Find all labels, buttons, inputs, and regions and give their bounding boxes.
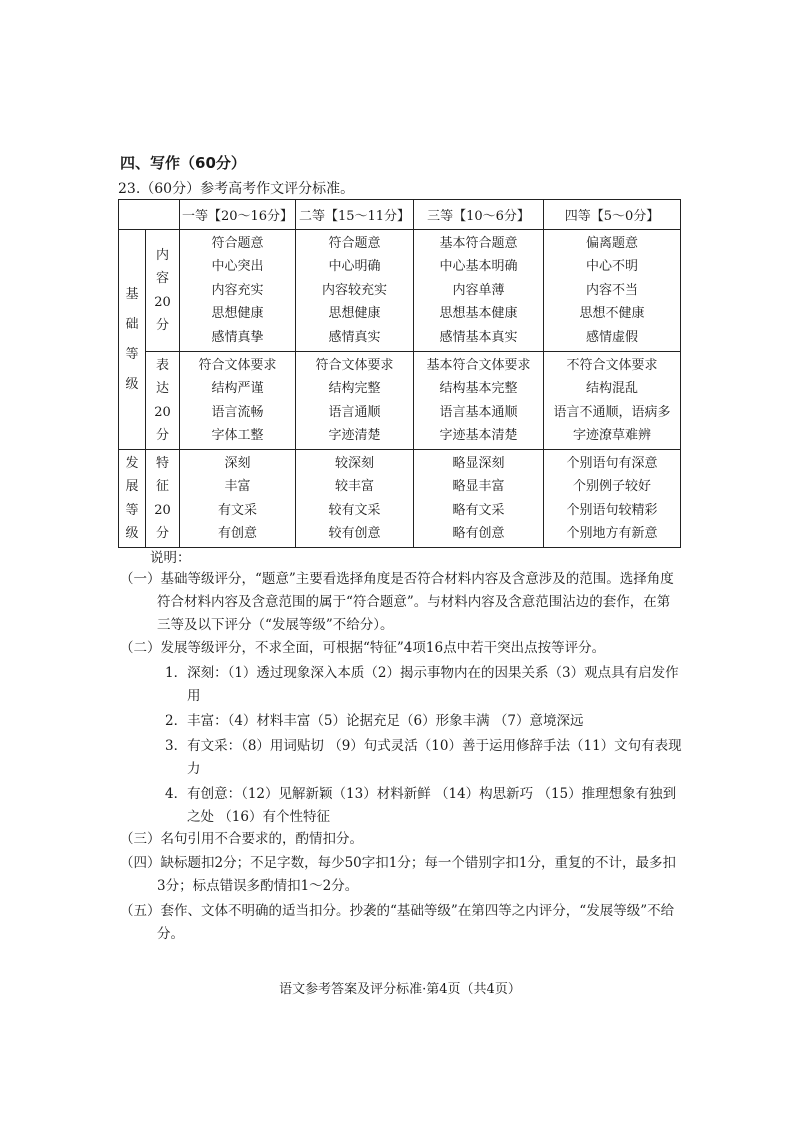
- expression-grade-2: 符合文体要求 结构完整 语言通顺 字迹清楚: [296, 352, 414, 450]
- feature-grade-4: 个别语句有深意 个别例子较好 个别语句较精彩 个别地方有新意: [544, 450, 681, 548]
- content-grade-4: 偏离题意 中心不明 内容不当 思想不健康 感情虚假: [544, 230, 681, 352]
- note-item-5: （五）套作、文体不明确的适当扣分。抄袭的“基础等级”在第四等之内评分，“发展等级”不给分。: [120, 903, 675, 942]
- content-grade-3: 基本符合题意 中心基本明确 内容单薄 思想基本健康 感情基本真实: [414, 230, 544, 352]
- note-item-2: （二）发展等级评分，不求全面，可根据“特征”4项16点中若干突出点按等评分。: [120, 640, 606, 656]
- page-footer: 语文参考答案及评分标准·第4页（共4页）: [279, 982, 521, 997]
- feature-label: 特 征 20 分: [146, 450, 180, 548]
- development-level-label: 发 展 等 级: [119, 450, 146, 548]
- note-sub-4: 4．有创意：（12）见解新颖（13）材料新鲜 （14）构思新巧 （15）推理想象有独到之处 （16）有个性特征: [165, 786, 677, 825]
- content-grade-2: 符合题意 中心明确 内容较充实 思想健康 感情真实: [296, 230, 414, 352]
- header-grade-1: 一等【20～16分】: [180, 200, 296, 230]
- expression-label: 表 达 20 分: [146, 352, 180, 450]
- table-row-content: [119, 230, 681, 352]
- expression-grade-3: 基本符合文体要求 结构基本完整 语言基本通顺 字迹基本清楚: [414, 352, 544, 450]
- feature-grade-2: 较深刻 较丰富 较有文采 较有创意: [296, 450, 414, 548]
- section-title: 四、写作（60分）: [120, 154, 246, 172]
- note-item-1: （一）基础等级评分，“题意”主要看选择角度是否符合材料内容及含意涉及的范围。选择角度符合材料内容及含意范围的属于“符合题意”。与材料内容及含意范围沾边的套作，在第三等及以下评分（“发展等级”不给分）。: [120, 571, 674, 633]
- header-grade-3: 三等【10～6分】: [414, 200, 544, 230]
- scoring-rubric-table: [118, 199, 681, 548]
- table-row-feature: [119, 450, 681, 548]
- note-sub-3: 3．有文采：（8）用词贴切 （9）句式灵活（10）善于运用修辞手法（11）文句有表现力: [165, 738, 682, 777]
- table-header-row: [119, 200, 681, 230]
- note-sub-1: 1．深刻：（1）透过现象深入本质（2）揭示事物内在的因果关系（3）观点具有启发作用: [165, 665, 679, 704]
- feature-grade-1: 深刻 丰富 有文采 有创意: [180, 450, 296, 548]
- note-item-4: （四）缺标题扣2分；不足字数，每少50字扣1分；每一个错别字扣1分，重复的不计，最多扣3分；标点错误多酌情扣1～2分。: [120, 855, 676, 894]
- note-item-3: （三）名句引用不合要求的，酌情扣分。: [120, 831, 363, 847]
- question-text: 23.（60分）参考高考作文评分标准。: [118, 181, 355, 197]
- content-label: 内 容 20 分: [146, 230, 180, 352]
- notes-heading: 说明：: [150, 550, 191, 566]
- corner-cell: [119, 200, 180, 230]
- content-grade-1: 符合题意 中心突出 内容充实 思想健康 感情真挚: [180, 230, 296, 352]
- basic-level-label: 基 础 等 级: [119, 230, 146, 450]
- header-grade-4: 四等【5～0分】: [544, 200, 681, 230]
- feature-grade-3: 略显深刻 略显丰富 略有文采 略有创意: [414, 450, 544, 548]
- expression-grade-1: 符合文体要求 结构严谨 语言流畅 字体工整: [180, 352, 296, 450]
- expression-grade-4: 不符合文体要求 结构混乱 语言不通顺，语病多 字迹潦草难辨: [544, 352, 681, 450]
- header-grade-2: 二等【15～11分】: [296, 200, 414, 230]
- table-row-expression: [119, 352, 681, 450]
- note-sub-2: 2．丰富：（4）材料丰富（5）论据充足（6）形象丰满 （7）意境深远: [165, 713, 584, 729]
